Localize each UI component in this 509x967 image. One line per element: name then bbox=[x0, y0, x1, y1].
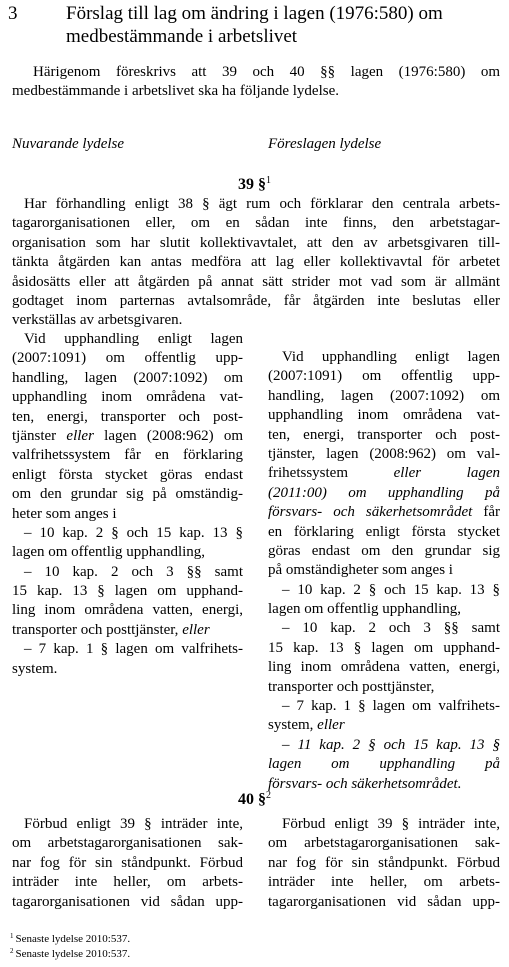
section-heading bbox=[0, 175, 509, 195]
proposed-wording-column bbox=[268, 815, 500, 912]
footnote-text: Senaste lydelse 2010:537. bbox=[15, 948, 131, 960]
title-line: medbestämmande i arbetslivet bbox=[66, 26, 298, 47]
text-line: Har förhandling enligt 38 § ägt rum och förklarar den centrala arbets- bbox=[24, 196, 500, 212]
text-line: 15 kap. 13 § lagen om upphand- bbox=[268, 639, 500, 656]
text-line: tjänster, lagen (2008:962) om val- bbox=[268, 445, 500, 462]
text-line: – 10 kap. 2 och 3 §§ samt bbox=[24, 563, 243, 580]
text-line: godtaget inom parternas avtalsområde, får åtgärden inte beslutas eller bbox=[12, 292, 500, 309]
text-line: verkställas av arbetsgivaren. bbox=[12, 312, 183, 329]
text-line: valfrihetssystem får en förklaring bbox=[12, 447, 243, 464]
paragraph bbox=[268, 348, 500, 581]
text-line: om arbetstagarorganisationen sak- bbox=[268, 835, 500, 852]
text-line: Härigenom föreskrivs att 39 och 40 §§ lagen (1976:580) om bbox=[33, 64, 500, 80]
text-line: tänkta åtgärden kan antas medföra att lag eller kollektivavtal för arbetet bbox=[12, 254, 500, 271]
text-line: ten, energi, transporter och post- bbox=[12, 408, 243, 425]
text-line: transporter och posttjänster, bbox=[268, 678, 435, 695]
proposed-wording-column bbox=[268, 348, 500, 794]
text-line: nar fog för sin ståndpunkt. Förbud bbox=[268, 854, 500, 871]
text-line: organisation som har slutit kollektivavtalet, att den av arbetsgivaren till- bbox=[12, 234, 500, 251]
text-line: – 10 kap. 2 § och 15 kap. 13 § bbox=[24, 524, 243, 541]
text-line: en förklaring enligt första stycket bbox=[268, 523, 500, 540]
emphasized-text: eller lagen bbox=[393, 465, 500, 482]
paragraph bbox=[12, 195, 500, 331]
text-line: enligt första stycket göras endast bbox=[12, 466, 243, 483]
text-line: åsidosätts eller att åtgärden på annat sätt strider mot vad som är allmänt bbox=[12, 273, 500, 290]
section-full-width-text bbox=[12, 195, 500, 331]
proposed-wording-header: Föreslagen lydelse bbox=[268, 136, 382, 152]
text-line: – 7 kap. 1 § lagen om valfrihets- bbox=[24, 641, 243, 658]
text-line: Förbud enligt 39 § inträder inte, bbox=[24, 816, 243, 832]
emphasized-text: lagen om upphandling på bbox=[268, 756, 500, 773]
text-line bbox=[268, 736, 500, 755]
text-line: försvars- och säkerhetsområdet får bbox=[268, 504, 500, 521]
paragraph bbox=[268, 619, 500, 697]
footnote-number: 2 bbox=[10, 947, 14, 955]
document-title bbox=[66, 2, 502, 48]
text-line: tagarorganisationen vid sådan upp- bbox=[12, 893, 243, 910]
text-line: inträder inte heller, om arbets- bbox=[268, 874, 500, 891]
emphasized-text: eller bbox=[317, 717, 345, 734]
text-line: göras endast om den grundar sig bbox=[268, 542, 500, 559]
emphasized-text: – 11 kap. 2 § och 15 kap. 13 § bbox=[282, 736, 500, 753]
text-line: tagarorganisationen eller, om en sådan inte finns, den arbetstagar- bbox=[12, 215, 500, 232]
text-line: om arbetstagarorganisationen sak- bbox=[12, 835, 243, 852]
intro-paragraph bbox=[12, 63, 500, 102]
emphasized-text: eller bbox=[66, 427, 94, 444]
section-heading bbox=[0, 790, 509, 810]
footnote-text: Senaste lydelse 2010:537. bbox=[15, 933, 131, 945]
footnote bbox=[10, 947, 130, 962]
text-line: 15 kap. 13 § lagen om upphand- bbox=[12, 583, 243, 600]
text-line: om den grundar sig på omständig- bbox=[12, 486, 243, 503]
section-number: 39 § bbox=[238, 176, 266, 193]
text-line: (2007:1091) om offentlig upp- bbox=[12, 350, 243, 367]
emphasized-text: försvars- och säkerhetsområdet. bbox=[268, 775, 462, 792]
current-wording-column bbox=[12, 330, 243, 679]
title-line: Förslag till lag om ändring i lagen (1976:580) om bbox=[66, 3, 443, 24]
footnote-number: 1 bbox=[10, 932, 14, 940]
text-line: ten, energi, transporter och post- bbox=[268, 426, 500, 443]
paragraph bbox=[12, 330, 243, 524]
emphasized-text: försvars- och säkerhetsområdet bbox=[268, 504, 473, 521]
text-line: – 10 kap. 2 och 3 §§ samt bbox=[282, 620, 500, 637]
text-line: (2007:1091) om offentlig upp- bbox=[268, 368, 500, 385]
text-line: på omständigheter som anges i bbox=[268, 562, 453, 579]
paragraph bbox=[268, 815, 500, 912]
text-line: handling, lagen (2007:1092) om bbox=[12, 369, 243, 386]
paragraph bbox=[268, 581, 500, 620]
paragraph bbox=[268, 697, 500, 736]
text-line: tagarorganisationen vid sådan upp- bbox=[268, 893, 500, 910]
emphasized-text: eller bbox=[182, 621, 210, 638]
footnote bbox=[10, 932, 130, 947]
text-line: medbestämmande i arbetslivet ska ha följande lydelse. bbox=[12, 83, 339, 100]
text-line: Förbud enligt 39 § inträder inte, bbox=[282, 816, 500, 832]
current-wording-header: Nuvarande lydelse bbox=[12, 136, 125, 152]
text-line bbox=[268, 484, 500, 503]
paragraph bbox=[12, 63, 500, 102]
text-line bbox=[268, 755, 500, 774]
text-line: upphandling inom områdena vat- bbox=[268, 407, 500, 424]
text-line: ling inom områdena vatten, energi, bbox=[268, 659, 500, 676]
emphasized-text: (2011:00) om upphandling på bbox=[268, 484, 500, 501]
text-line: – 10 kap. 2 § och 15 kap. 13 § bbox=[282, 581, 500, 598]
current-wording-column bbox=[12, 815, 243, 912]
paragraph bbox=[12, 815, 243, 912]
text-line: tjänster eller lagen (2008:962) om bbox=[12, 427, 244, 444]
paragraph bbox=[12, 524, 243, 563]
text-line: system, eller bbox=[268, 717, 345, 734]
text-line: Vid upphandling enligt lagen bbox=[24, 331, 243, 347]
text-line: handling, lagen (2007:1092) om bbox=[268, 387, 500, 404]
text-line: – 7 kap. 1 § lagen om valfrihets- bbox=[282, 698, 500, 715]
text-line: Vid upphandling enligt lagen bbox=[282, 349, 500, 365]
paragraph bbox=[268, 736, 500, 794]
footnote-reference: 2 bbox=[266, 790, 271, 801]
paragraph bbox=[12, 640, 243, 679]
text-line: lagen om offentlig upphandling, bbox=[12, 544, 206, 561]
text-line: frihetssystem eller lagen bbox=[268, 465, 500, 482]
text-line: inträder inte heller, om arbets- bbox=[12, 874, 243, 891]
text-line: system. bbox=[12, 660, 58, 677]
text-line: ling inom områdena vatten, energi, bbox=[12, 602, 243, 619]
footnote-reference: 1 bbox=[266, 175, 271, 186]
text-line: transporter och posttjänster, eller bbox=[12, 621, 210, 638]
footnotes bbox=[10, 932, 130, 962]
paragraph bbox=[12, 563, 243, 641]
text-line: upphandling inom områdena vat- bbox=[12, 389, 243, 406]
text-line: heter som anges i bbox=[12, 505, 117, 522]
page-number: 3 bbox=[8, 3, 18, 24]
text-line: nar fog för sin ståndpunkt. Förbud bbox=[12, 854, 243, 871]
section-number: 40 § bbox=[238, 791, 266, 808]
text-line: lagen om offentlig upphandling, bbox=[268, 601, 462, 618]
